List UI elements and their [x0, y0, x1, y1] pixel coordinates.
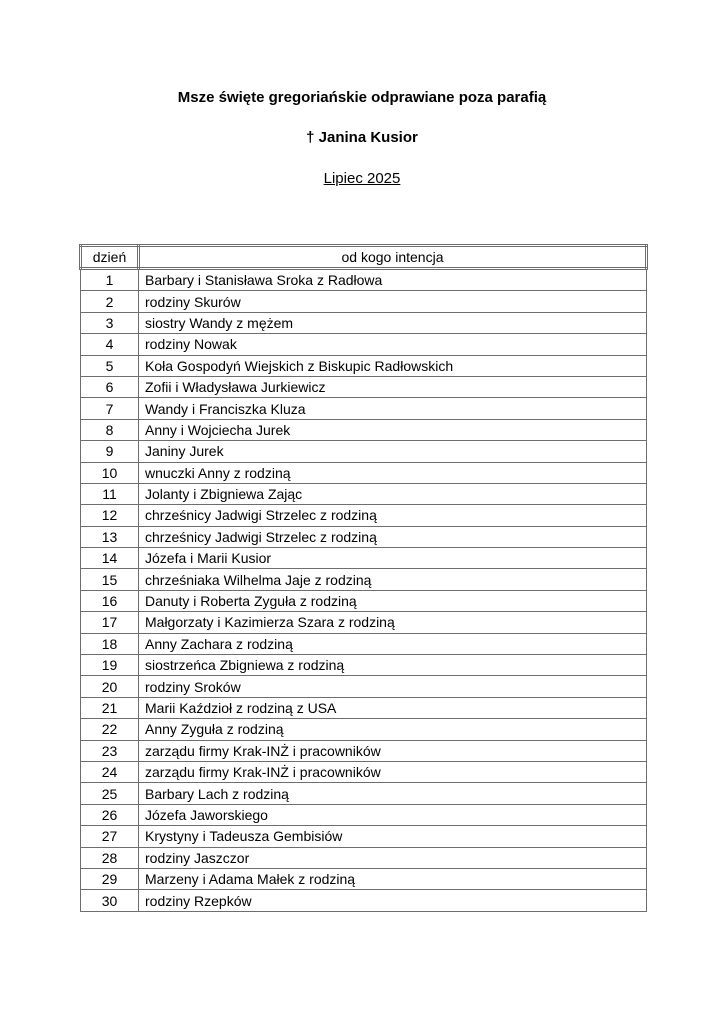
intentions-table-container [79, 244, 645, 912]
header-row [81, 246, 647, 269]
table-row [81, 419, 647, 440]
intentions-table [79, 244, 648, 912]
day-cell: 12 [81, 505, 139, 526]
day-cell: 3 [81, 312, 139, 333]
table-row [81, 398, 647, 419]
intention-cell: Koła Gospodyń Wiejskich z Biskupic Radłowskich [139, 355, 647, 376]
day-cell: 25 [81, 783, 139, 804]
day-cell: 9 [81, 441, 139, 462]
intention-cell: chrześniaka Wilhelma Jaje z rodziną [139, 569, 647, 590]
table-row [81, 590, 647, 611]
day-cell: 2 [81, 291, 139, 312]
intention-cell: Józefa Jaworskiego [139, 804, 647, 825]
intention-cell: rodziny Rzepków [139, 890, 647, 911]
intention-cell: zarządu firmy Krak-INŻ i pracowników [139, 740, 647, 761]
table-row [81, 269, 647, 291]
table-row [81, 676, 647, 697]
intention-cell: Janiny Jurek [139, 441, 647, 462]
day-cell: 27 [81, 826, 139, 847]
day-cell: 16 [81, 590, 139, 611]
table-row [81, 633, 647, 654]
day-cell: 14 [81, 548, 139, 569]
table-row [81, 312, 647, 333]
intention-cell: Józefa i Marii Kusior [139, 548, 647, 569]
table-row [81, 548, 647, 569]
intention-cell: Barbary Lach z rodziną [139, 783, 647, 804]
day-cell: 17 [81, 612, 139, 633]
table-row [81, 483, 647, 504]
day-cell: 15 [81, 569, 139, 590]
day-cell: 20 [81, 676, 139, 697]
table-row [81, 697, 647, 718]
table-row [81, 334, 647, 355]
table-row [81, 783, 647, 804]
intention-cell: rodziny Jaszczor [139, 847, 647, 868]
intention-cell: Krystyny i Tadeusza Gembisiów [139, 826, 647, 847]
header-day: dzień [81, 246, 139, 269]
deceased-name: † Janina Kusior [306, 129, 418, 146]
day-cell: 4 [81, 334, 139, 355]
table-row [81, 868, 647, 889]
day-cell: 26 [81, 804, 139, 825]
table-row [81, 740, 647, 761]
intention-cell: Danuty i Roberta Zyguła z rodziną [139, 590, 647, 611]
intention-cell: Anny Zachara z rodziną [139, 633, 647, 654]
intention-cell: Marzeny i Adama Małek z rodziną [139, 868, 647, 889]
header-from: od kogo intencja [139, 246, 647, 269]
intention-cell: Marii Kaździoł z rodziną z USA [139, 697, 647, 718]
table-row [81, 612, 647, 633]
table-row [81, 804, 647, 825]
page-title: Msze święte gregoriańskie odprawiane poza parafią [177, 89, 547, 106]
table-row [81, 890, 647, 911]
intention-cell: chrześnicy Jadwigi Strzelec z rodziną [139, 526, 647, 547]
table-row [81, 847, 647, 868]
table-row [81, 569, 647, 590]
day-cell: 22 [81, 719, 139, 740]
day-cell: 19 [81, 655, 139, 676]
table-row [81, 505, 647, 526]
day-cell: 11 [81, 483, 139, 504]
day-cell: 29 [81, 868, 139, 889]
day-cell: 23 [81, 740, 139, 761]
table-row [81, 761, 647, 782]
table-row [81, 441, 647, 462]
day-cell: 10 [81, 462, 139, 483]
table-row [81, 462, 647, 483]
table-row [81, 376, 647, 397]
day-cell: 21 [81, 697, 139, 718]
intention-cell: Jolanty i Zbigniewa Zając [139, 483, 647, 504]
intention-cell: Anny Zyguła z rodziną [139, 719, 647, 740]
table-row [81, 826, 647, 847]
table-row [81, 291, 647, 312]
intention-cell: Barbary i Stanisława Sroka z Radłowa [139, 269, 647, 291]
intention-cell: Zofii i Władysława Jurkiewicz [139, 376, 647, 397]
day-cell: 5 [81, 355, 139, 376]
table-row [81, 655, 647, 676]
intention-cell: rodziny Sroków [139, 676, 647, 697]
intention-cell: Anny i Wojciecha Jurek [139, 419, 647, 440]
intention-cell: Małgorzaty i Kazimierza Szara z rodziną [139, 612, 647, 633]
intention-cell: chrześnicy Jadwigi Strzelec z rodziną [139, 505, 647, 526]
month-heading: Lipiec 2025 [323, 170, 401, 187]
day-cell: 1 [81, 269, 139, 291]
day-cell: 28 [81, 847, 139, 868]
table-header [81, 246, 647, 269]
day-cell: 18 [81, 633, 139, 654]
intention-cell: siostry Wandy z mężem [139, 312, 647, 333]
table-body [81, 269, 647, 912]
intention-cell: siostrzeńca Zbigniewa z rodziną [139, 655, 647, 676]
intention-cell: Wandy i Franciszka Kluza [139, 398, 647, 419]
table-row [81, 719, 647, 740]
day-cell: 24 [81, 761, 139, 782]
intention-cell: rodziny Skurów [139, 291, 647, 312]
intention-cell: wnuczki Anny z rodziną [139, 462, 647, 483]
day-cell: 6 [81, 376, 139, 397]
day-cell: 30 [81, 890, 139, 911]
table-row [81, 526, 647, 547]
table-row [81, 355, 647, 376]
day-cell: 8 [81, 419, 139, 440]
intention-cell: rodziny Nowak [139, 334, 647, 355]
day-cell: 7 [81, 398, 139, 419]
day-cell: 13 [81, 526, 139, 547]
intention-cell: zarządu firmy Krak-INŻ i pracowników [139, 761, 647, 782]
